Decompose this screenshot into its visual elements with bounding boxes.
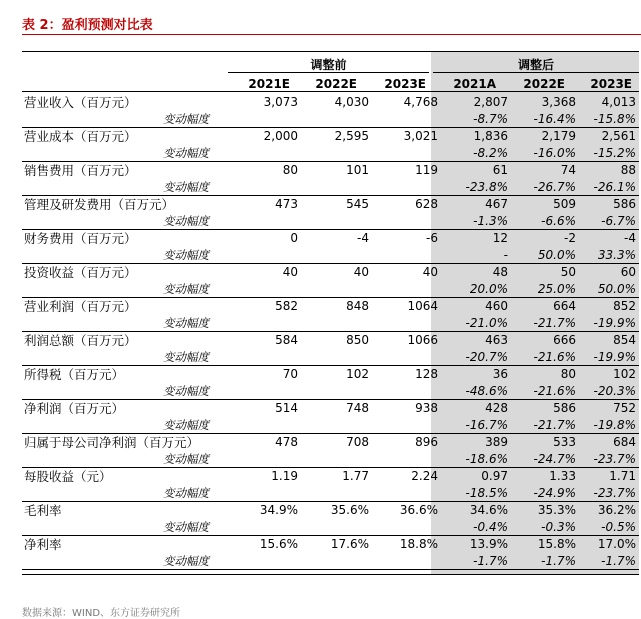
cell-value: 582 — [275, 299, 298, 313]
cell-value: 88 — [620, 163, 636, 177]
change-row — [0, 179, 641, 196]
cell-value: -23.7% — [593, 452, 636, 466]
cell-value: 25.0% — [537, 282, 576, 296]
change-row — [0, 247, 641, 264]
cell-value: 848 — [346, 299, 369, 313]
cell-value: -48.6% — [465, 384, 508, 398]
cell-value: -21.6% — [533, 350, 576, 364]
cell-value: 533 — [553, 435, 576, 449]
row-label: 每股收益（元） — [24, 469, 112, 484]
cell-value: -21.6% — [533, 384, 576, 398]
change-label: 变动幅度 — [163, 282, 209, 296]
cell-value: 48 — [492, 265, 508, 279]
table-row — [0, 366, 641, 383]
source-note: 数据来源：WIND、东方证券研究所 — [22, 608, 181, 619]
change-label: 变动幅度 — [163, 248, 209, 262]
cell-value: 1.33 — [549, 469, 576, 483]
cell-value: 35.3% — [537, 503, 576, 517]
cell-value: 1.71 — [609, 469, 636, 483]
row-label: 净利润（百万元） — [24, 401, 125, 416]
col-header-before-2021: 2021E — [248, 77, 290, 91]
change-row — [0, 519, 641, 536]
row-label: 财务费用（百万元） — [24, 231, 137, 246]
cell-value: 128 — [415, 367, 438, 381]
cell-value: 854 — [613, 333, 636, 347]
table-row — [0, 94, 641, 111]
change-label: 变动幅度 — [163, 520, 209, 534]
change-label: 变动幅度 — [163, 350, 209, 364]
cell-value: 0.97 — [481, 469, 508, 483]
cell-value: -4 — [624, 231, 636, 245]
col-header-before-2023: 2023E — [384, 77, 426, 91]
change-label: 变动幅度 — [163, 486, 209, 500]
change-label: 变动幅度 — [163, 554, 209, 568]
cell-value: -23.7% — [593, 486, 636, 500]
change-row — [0, 485, 641, 502]
cell-value: -21.0% — [465, 316, 508, 330]
cell-value: 460 — [485, 299, 508, 313]
row-label: 管理及研发费用（百万元） — [24, 197, 175, 212]
cell-value: -1.3% — [473, 214, 508, 228]
cell-value: 119 — [415, 163, 438, 177]
row-label: 利润总额（百万元） — [24, 333, 137, 348]
cell-value: 80 — [282, 163, 298, 177]
cell-value: 1,836 — [473, 129, 508, 143]
cell-value: 467 — [485, 197, 508, 211]
cell-value: 478 — [275, 435, 298, 449]
cell-value: 20.0% — [469, 282, 508, 296]
cell-value: 74 — [560, 163, 576, 177]
cell-value: -16.0% — [533, 146, 576, 160]
cell-value: 2.24 — [411, 469, 438, 483]
cell-value: 1066 — [407, 333, 438, 347]
cell-value: 40 — [353, 265, 369, 279]
cell-value: -24.9% — [533, 486, 576, 500]
cell-value: 50.0% — [597, 282, 636, 296]
cell-value: -8.2% — [473, 146, 508, 160]
cell-value: 850 — [346, 333, 369, 347]
table-row — [0, 536, 641, 553]
table-row — [0, 400, 641, 417]
row-label: 营业成本（百万元） — [24, 129, 137, 144]
row-label: 销售费用（百万元） — [24, 163, 137, 178]
table-title: 表 2：盈利预测对比表 — [22, 18, 153, 33]
group-after-label: 调整后 — [517, 58, 554, 72]
cell-value: 389 — [485, 435, 508, 449]
cell-value: -2 — [564, 231, 576, 245]
cell-value: 545 — [346, 197, 369, 211]
cell-value: 4,013 — [601, 95, 636, 109]
change-row — [0, 315, 641, 332]
cell-value: 4,030 — [334, 95, 369, 109]
row-label: 营业收入（百万元） — [24, 95, 137, 110]
cell-value: -21.7% — [533, 418, 576, 432]
change-row — [0, 145, 641, 162]
cell-value: 586 — [613, 197, 636, 211]
cell-value: 61 — [492, 163, 508, 177]
change-row — [0, 213, 641, 230]
cell-value: 102 — [613, 367, 636, 381]
change-label: 变动幅度 — [163, 180, 209, 194]
cell-value: 584 — [275, 333, 298, 347]
table-row — [0, 230, 641, 247]
cell-value: 60 — [620, 265, 636, 279]
cell-value: -19.9% — [593, 316, 636, 330]
cell-value: 896 — [415, 435, 438, 449]
table-row — [0, 434, 641, 451]
cell-value: -1.7% — [473, 554, 508, 568]
cell-value: 1.77 — [342, 469, 369, 483]
table-row — [0, 332, 641, 349]
cell-value: -0.3% — [541, 520, 576, 534]
row-label: 净利率 — [24, 537, 62, 552]
cell-value: -6.6% — [541, 214, 576, 228]
cell-value: 708 — [346, 435, 369, 449]
cell-value: 938 — [415, 401, 438, 415]
cell-value: 34.6% — [469, 503, 508, 517]
row-label: 归属于母公司净利润（百万元） — [24, 435, 200, 450]
cell-value: -18.5% — [465, 486, 508, 500]
cell-value: -18.6% — [465, 452, 508, 466]
cell-value: 2,595 — [334, 129, 369, 143]
cell-value: 36.2% — [597, 503, 636, 517]
table-row — [0, 162, 641, 179]
cell-value: 473 — [275, 197, 298, 211]
table-row — [0, 196, 641, 213]
cell-value: 666 — [553, 333, 576, 347]
change-label: 变动幅度 — [163, 112, 209, 126]
change-label: 变动幅度 — [163, 418, 209, 432]
cell-value: 463 — [485, 333, 508, 347]
cell-value: 3,368 — [541, 95, 576, 109]
cell-value: -16.4% — [533, 112, 576, 126]
table-row — [0, 502, 641, 519]
col-header-before-2022: 2022E — [315, 77, 357, 91]
cell-value: -16.7% — [465, 418, 508, 432]
change-label: 变动幅度 — [163, 316, 209, 330]
cell-value: -0.5% — [601, 520, 636, 534]
cell-value: - — [503, 248, 508, 262]
change-label: 变动幅度 — [163, 214, 209, 228]
cell-value: 1064 — [407, 299, 438, 313]
table-row — [0, 128, 641, 145]
cell-value: -21.7% — [533, 316, 576, 330]
cell-value: 36 — [492, 367, 508, 381]
change-row — [0, 553, 641, 570]
cell-value: -20.3% — [593, 384, 636, 398]
cell-value: -26.7% — [533, 180, 576, 194]
cell-value: 2,000 — [263, 129, 298, 143]
row-label: 投资收益（百万元） — [24, 265, 137, 280]
cell-value: 50 — [560, 265, 576, 279]
cell-value: 17.0% — [597, 537, 636, 551]
cell-value: 2,807 — [473, 95, 508, 109]
cell-value: -19.8% — [593, 418, 636, 432]
col-header-after-2021: 2021A — [453, 77, 496, 91]
cell-value: -20.7% — [465, 350, 508, 364]
col-header-after-2022: 2022E — [523, 77, 565, 91]
cell-value: 1.19 — [271, 469, 298, 483]
cell-value: 2,179 — [541, 129, 576, 143]
cell-value: 15.6% — [259, 537, 298, 551]
cell-value: -6.7% — [601, 214, 636, 228]
cell-value: 34.9% — [259, 503, 298, 517]
change-label: 变动幅度 — [163, 384, 209, 398]
cell-value: -23.8% — [465, 180, 508, 194]
cell-value: 514 — [275, 401, 298, 415]
cell-value: 748 — [346, 401, 369, 415]
group-before-label: 调整前 — [310, 58, 347, 72]
change-row — [0, 417, 641, 434]
cell-value: -15.2% — [593, 146, 636, 160]
cell-value: -24.7% — [533, 452, 576, 466]
row-rule — [22, 569, 639, 570]
cell-value: -1.7% — [601, 554, 636, 568]
col-header-after-2023: 2023E — [590, 77, 632, 91]
change-label: 变动幅度 — [163, 452, 209, 466]
cell-value: 33.3% — [597, 248, 636, 262]
table-row — [0, 298, 641, 315]
row-label: 毛利率 — [24, 503, 62, 518]
table-top-rule — [22, 51, 639, 52]
title-rule — [22, 34, 641, 35]
cell-value: 0 — [290, 231, 298, 245]
row-label: 所得税（百万元） — [24, 367, 125, 382]
cell-value: 12 — [492, 231, 508, 245]
cell-value: 752 — [613, 401, 636, 415]
cell-value: -26.1% — [593, 180, 636, 194]
cell-value: 2,561 — [601, 129, 636, 143]
cell-value: 3,021 — [403, 129, 438, 143]
cell-value: 3,073 — [263, 95, 298, 109]
cell-value: 13.9% — [469, 537, 508, 551]
cell-value: -1.7% — [541, 554, 576, 568]
cell-value: 80 — [560, 367, 576, 381]
cell-value: 36.6% — [399, 503, 438, 517]
cell-value: -15.8% — [593, 112, 636, 126]
table-bottom-rule — [22, 574, 639, 575]
cell-value: 70 — [282, 367, 298, 381]
cell-value: 35.6% — [330, 503, 369, 517]
header-bottom-rule — [22, 91, 639, 92]
cell-value: 40 — [282, 265, 298, 279]
cell-value: 628 — [415, 197, 438, 211]
change-row — [0, 349, 641, 366]
change-row — [0, 451, 641, 468]
table-row — [0, 468, 641, 485]
cell-value: -8.7% — [473, 112, 508, 126]
change-row — [0, 111, 641, 128]
cell-value: 4,768 — [403, 95, 438, 109]
cell-value: 40 — [422, 265, 438, 279]
cell-value: 852 — [613, 299, 636, 313]
cell-value: 428 — [485, 401, 508, 415]
cell-value: 509 — [553, 197, 576, 211]
cell-value: -19.9% — [593, 350, 636, 364]
cell-value: -6 — [426, 231, 438, 245]
cell-value: 102 — [346, 367, 369, 381]
cell-value: 664 — [553, 299, 576, 313]
row-label: 营业利润（百万元） — [24, 299, 137, 314]
cell-value: 15.8% — [537, 537, 576, 551]
change-row — [0, 383, 641, 400]
cell-value: 101 — [346, 163, 369, 177]
change-label: 变动幅度 — [163, 146, 209, 160]
cell-value: 586 — [553, 401, 576, 415]
table-row — [0, 264, 641, 281]
cell-value: -4 — [357, 231, 369, 245]
cell-value: 684 — [613, 435, 636, 449]
cell-value: 18.8% — [399, 537, 438, 551]
change-row — [0, 281, 641, 298]
cell-value: -0.4% — [473, 520, 508, 534]
cell-value: 50.0% — [537, 248, 576, 262]
cell-value: 17.6% — [330, 537, 369, 551]
